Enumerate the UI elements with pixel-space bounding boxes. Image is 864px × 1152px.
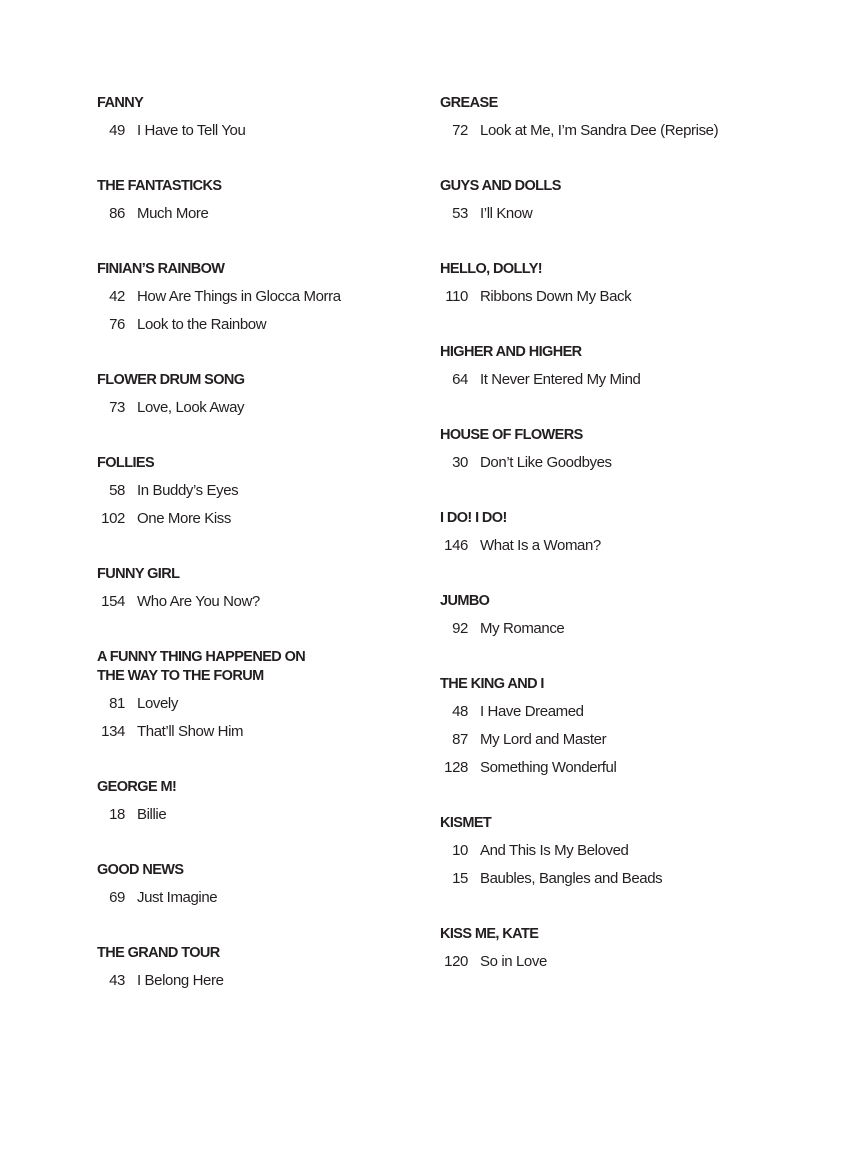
song-title: Who Are You Now? <box>137 593 260 610</box>
show-section-the-fantasticks <box>97 177 427 232</box>
show-section-kismet <box>440 814 840 897</box>
show-section-funny-girl <box>97 565 427 620</box>
song-title: My Romance <box>480 620 565 637</box>
song-title: Much More <box>137 205 209 222</box>
show-title: GOOD NEWS <box>97 862 184 878</box>
song-entry <box>97 204 427 232</box>
song-page-number: 64 <box>452 371 468 388</box>
song-page-number: 86 <box>109 205 125 222</box>
song-page-number: 146 <box>444 537 468 554</box>
song-title: Billie <box>137 806 167 823</box>
song-entry <box>440 702 840 730</box>
song-title: In Buddy’s Eyes <box>137 482 239 499</box>
show-section-a-funny-thing-happened-on-the-way-to-the-forum <box>97 648 427 750</box>
show-section-flower-drum-song <box>97 371 427 426</box>
song-entry <box>97 694 427 722</box>
show-section-higher-and-higher <box>440 343 840 398</box>
right-column <box>440 94 840 1008</box>
song-entry <box>440 204 840 232</box>
song-title: Look at Me, I’m Sandra Dee (Reprise) <box>480 122 719 139</box>
song-entry <box>97 121 427 149</box>
show-title: FANNY <box>97 95 144 111</box>
show-section-the-king-and-i <box>440 675 840 786</box>
song-page-number: 73 <box>109 399 125 416</box>
song-page-number: 49 <box>109 122 125 139</box>
show-title: THE KING AND I <box>440 676 544 692</box>
song-page-number: 81 <box>109 695 125 712</box>
song-entry <box>97 287 427 315</box>
song-page-number: 102 <box>101 510 125 527</box>
show-section-grease <box>440 94 840 149</box>
song-page-number: 110 <box>445 288 468 305</box>
song-entry <box>97 722 427 750</box>
show-section-house-of-flowers <box>440 426 840 481</box>
show-section-i-do-i-do <box>440 509 840 564</box>
show-section-hello-dolly <box>440 260 840 315</box>
show-title: GEORGE M! <box>97 779 177 795</box>
song-title: My Lord and Master <box>480 731 607 748</box>
show-section-fanny <box>97 94 427 149</box>
song-page-number: 10 <box>452 842 468 859</box>
song-page-number: 72 <box>452 122 468 139</box>
song-entry <box>97 592 427 620</box>
song-title: Lovely <box>137 695 178 712</box>
song-page-number: 128 <box>444 759 468 776</box>
song-page-number: 48 <box>452 703 468 720</box>
show-section-finian-s-rainbow <box>97 260 427 343</box>
song-title: I Have Dreamed <box>480 703 584 720</box>
show-section-follies <box>97 454 427 537</box>
song-entry <box>440 841 840 869</box>
song-page-number: 87 <box>452 731 468 748</box>
song-entry <box>440 287 840 315</box>
song-page-number: 18 <box>109 806 125 823</box>
show-title: GUYS AND DOLLS <box>440 178 561 194</box>
show-section-good-news <box>97 861 427 916</box>
song-entry <box>97 481 427 509</box>
show-title: FOLLIES <box>97 455 155 471</box>
song-title: How Are Things in Glocca Morra <box>137 288 341 305</box>
song-page-number: 134 <box>101 723 125 740</box>
song-entry <box>440 869 840 897</box>
song-title: It Never Entered My Mind <box>480 371 641 388</box>
song-page-number: 30 <box>452 454 468 471</box>
song-entry <box>440 730 840 758</box>
show-title: JUMBO <box>440 593 490 609</box>
song-page-number: 43 <box>109 972 125 989</box>
show-section-kiss-me-kate <box>440 925 840 980</box>
left-column <box>97 94 427 1027</box>
song-title: I Have to Tell You <box>137 122 246 139</box>
song-page-number: 15 <box>452 870 468 887</box>
song-entry <box>97 805 427 833</box>
show-title: KISMET <box>440 815 492 831</box>
song-title: I Belong Here <box>137 972 224 989</box>
show-title: GREASE <box>440 95 498 111</box>
song-entry <box>440 121 840 149</box>
show-section-the-grand-tour <box>97 944 427 999</box>
show-title: HIGHER AND HIGHER <box>440 344 582 360</box>
song-title: Love, Look Away <box>137 399 245 416</box>
song-entry <box>440 758 840 786</box>
show-title: FLOWER DRUM SONG <box>97 372 245 388</box>
song-title: Baubles, Bangles and Beads <box>480 870 663 887</box>
show-section-guys-and-dolls <box>440 177 840 232</box>
song-entry <box>97 888 427 916</box>
song-entry <box>97 971 427 999</box>
song-page-number: 120 <box>444 953 468 970</box>
song-title: What Is a Woman? <box>480 537 601 554</box>
show-section-jumbo <box>440 592 840 647</box>
show-title: KISS ME, KATE <box>440 926 539 942</box>
song-title: That’ll Show Him <box>137 723 244 740</box>
song-title: One More Kiss <box>137 510 231 527</box>
song-title: So in Love <box>480 953 547 970</box>
show-title: HELLO, DOLLY! <box>440 261 543 277</box>
song-entry <box>440 536 840 564</box>
song-title: Something Wonderful <box>480 759 617 776</box>
show-title: THE FANTASTICKS <box>97 178 222 194</box>
show-title: FUNNY GIRL <box>97 566 180 582</box>
song-title: I’ll Know <box>480 205 533 222</box>
show-title: FINIAN’S RAINBOW <box>97 261 225 277</box>
show-section-george-m <box>97 778 427 833</box>
song-entry <box>97 315 427 343</box>
song-title: Look to the Rainbow <box>137 316 267 333</box>
song-title: Don’t Like Goodbyes <box>480 454 612 471</box>
show-title: THE GRAND TOUR <box>97 945 220 961</box>
song-title: Just Imagine <box>137 889 218 906</box>
song-title: Ribbons Down My Back <box>480 288 632 305</box>
song-page-number: 154 <box>101 593 125 610</box>
song-page-number: 92 <box>452 620 468 637</box>
song-page-number: 53 <box>452 205 468 222</box>
song-entry <box>440 952 840 980</box>
song-entry <box>440 619 840 647</box>
show-title: HOUSE OF FLOWERS <box>440 427 583 443</box>
show-title: I DO! I DO! <box>440 510 507 526</box>
song-entry <box>97 398 427 426</box>
song-title: And This Is My Beloved <box>480 842 629 859</box>
song-page-number: 69 <box>109 889 125 906</box>
song-page-number: 42 <box>109 288 125 305</box>
show-title: A FUNNY THING HAPPENED ON THE WAY TO THE FORUM <box>97 649 306 684</box>
song-entry <box>440 453 840 481</box>
song-entry <box>97 509 427 537</box>
song-page-number: 76 <box>109 316 125 333</box>
song-page-number: 58 <box>109 482 125 499</box>
song-entry <box>440 370 840 398</box>
